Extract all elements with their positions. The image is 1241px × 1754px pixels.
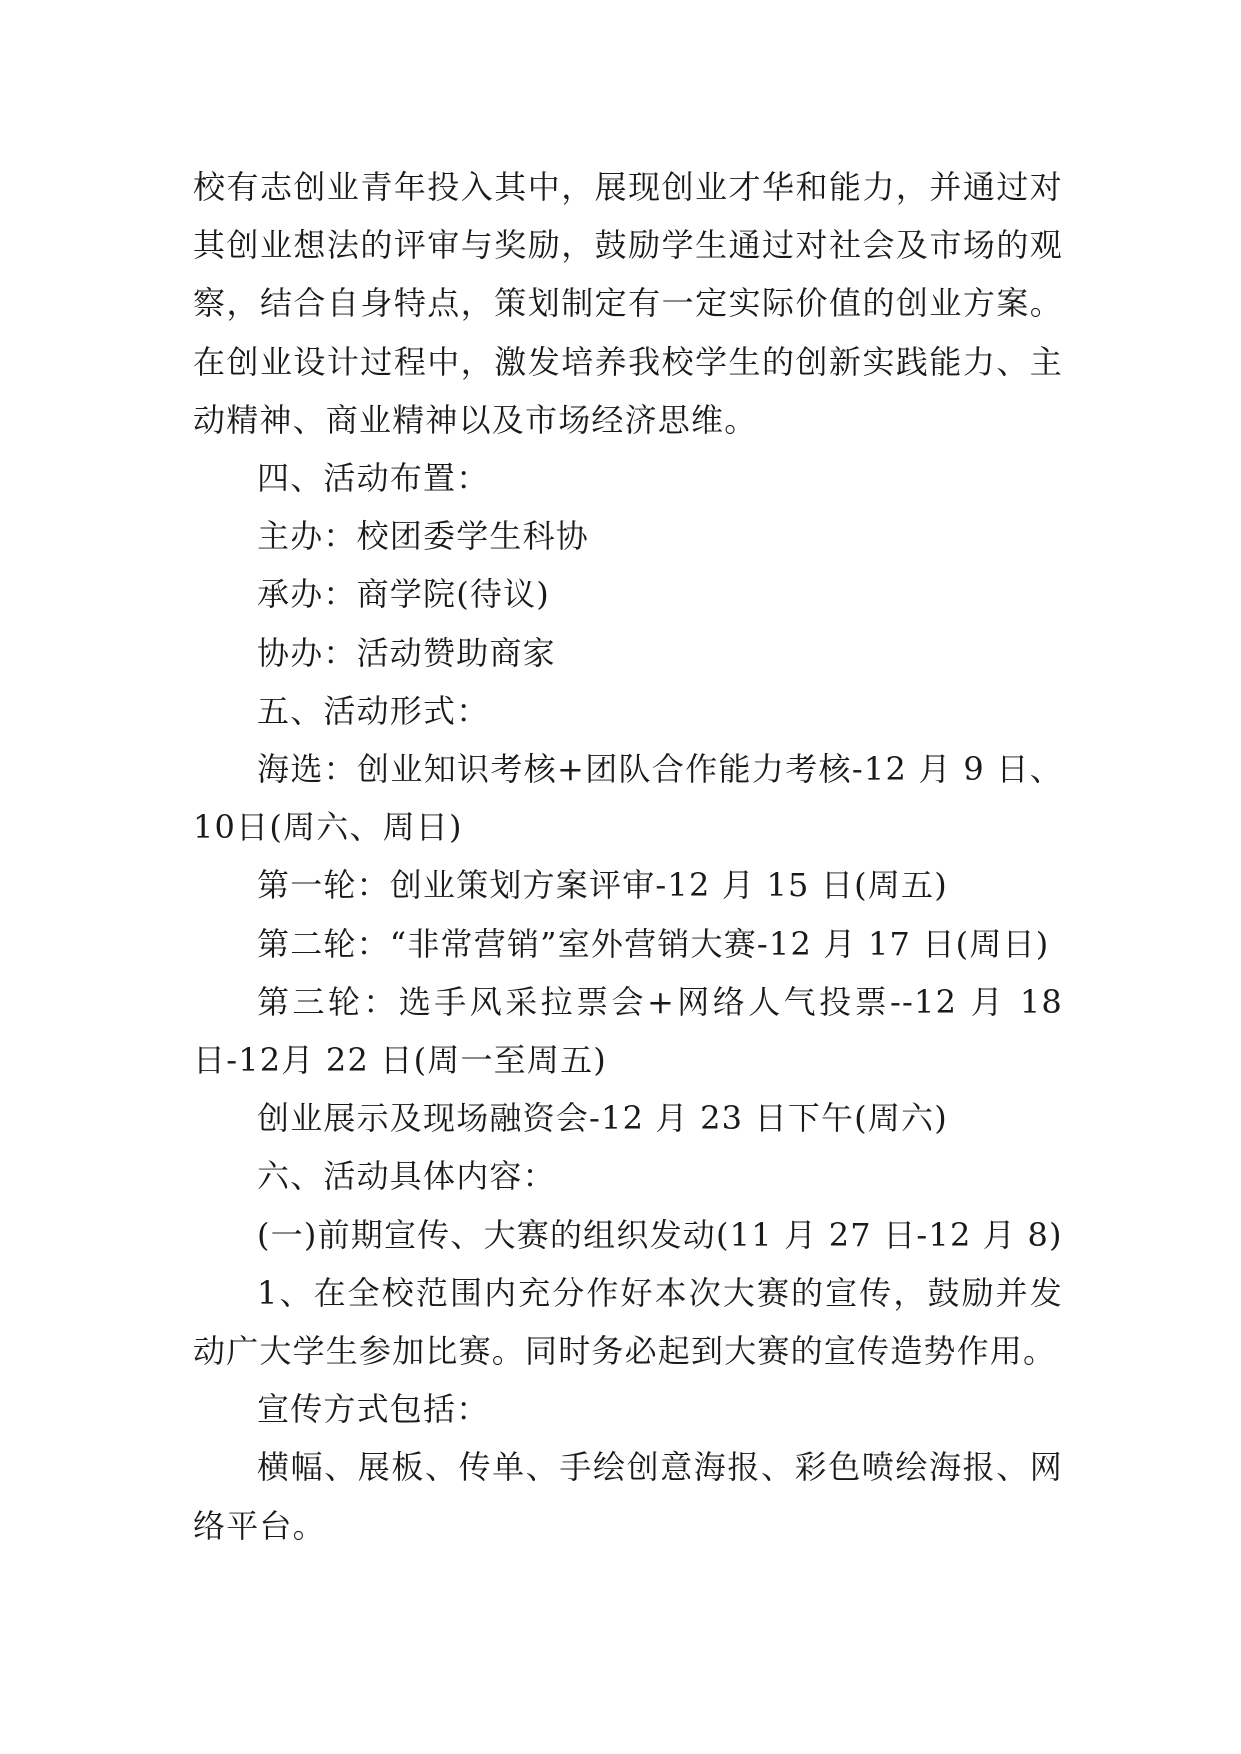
- schedule-round-one: 第一轮：创业策划方案评审-12 月 15 日(周五): [257, 866, 948, 905]
- co-organizer-line: 协办：活动赞助商家: [257, 633, 556, 672]
- document-body: [193, 158, 1063, 1555]
- schedule-final-showcase: 创业展示及现场融资会-12 月 23 日下午(周六): [257, 1099, 948, 1138]
- schedule-round-two: 第二轮：“非常营销”室外营销大赛-12 月 17 日(周日): [257, 924, 1050, 963]
- section-heading-activity-content: 六、活动具体内容：: [257, 1157, 556, 1196]
- section-heading-activity-arrangement: 四、活动布置：: [257, 459, 490, 498]
- paragraph: 1、在全校范围内充分作好本次大赛的宣传，鼓励并发动广大学生参加比赛。同时务必起到大赛的宣传造势作用。: [193, 1273, 1063, 1371]
- schedule-preliminary: 海选：创业知识考核+团队合作能力考核-12 月 9 日、10日(周六、周日): [193, 750, 1063, 847]
- subsection-heading-promotion: (一)前期宣传、大赛的组织发动(11 月 27 日-12 月 8): [257, 1215, 1063, 1254]
- paragraph: 宣传方式包括：: [257, 1390, 490, 1429]
- paragraph: 横幅、展板、传单、手绘创意海报、彩色喷绘海报、网络平台。: [193, 1448, 1063, 1545]
- paragraph: 校有志创业青年投入其中，展现创业才华和能力，并通过对其创业想法的评审与奖励，鼓励学生通过对社会及市场的观察，结合自身特点，策划制定有一定实际价值的创业方案。在创业设计过程中，激发培养我校学生的创新实践能力、主动精神、商业精神以及市场经济思维。: [193, 168, 1063, 439]
- schedule-round-three: 第三轮：选手风采拉票会+网络人气投票--12 月 18 日-12月 22 日(周一至周五): [193, 982, 1063, 1080]
- host-line: 承办：商学院(待议): [257, 575, 550, 614]
- organizer-line: 主办：校团委学生科协: [257, 517, 590, 556]
- section-heading-activity-format: 五、活动形式：: [257, 691, 490, 730]
